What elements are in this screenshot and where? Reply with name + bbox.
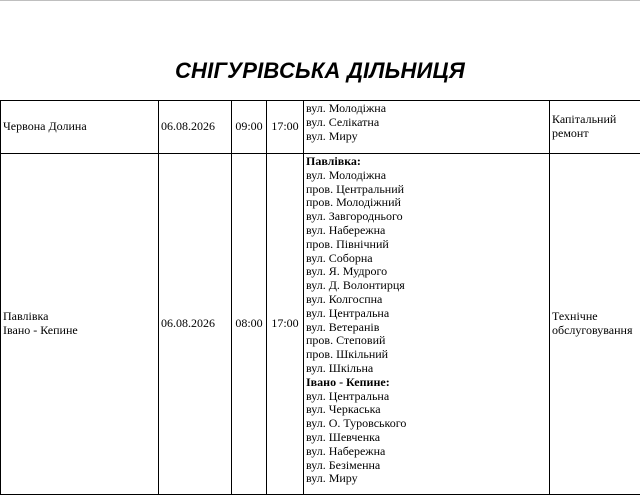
street-item: пров. Молодіжний [306,195,401,210]
table-row [1,154,640,495]
streets-cell [304,154,550,495]
street-item: вул. Молодіжна [306,101,387,115]
date-cell: 06.08.2026 [159,154,232,495]
end-time-cell: 17:00 [267,154,304,495]
street-item: вул. Колгоспна [306,291,383,306]
street-item: вул. Я. Мудрого [306,264,388,279]
streets-cell [304,101,550,154]
street-item: вул. Селікатна [306,114,380,129]
location-cell [1,154,159,495]
street-item: вул. Миру [306,128,358,143]
street-item: вул. Набережна [306,222,386,237]
settlement-heading: Івано - Кепине: [306,374,390,389]
street-item: вул. Безіменна [306,457,381,472]
end-time-cell: 17:00 [267,101,304,154]
table-row [1,101,640,154]
start-time-cell: 09:00 [232,101,267,154]
street-item: пров. Північний [306,236,389,251]
date-cell: 06.08.2026 [159,101,232,154]
page-title: СНІГУРІВСЬКА ДІЛЬНИЦЯ [174,58,466,83]
street-item: вул. Шевченка [306,429,381,444]
street-item: вул. Миру [306,471,358,486]
work-type-cell: Капітальний ремонт [550,101,640,154]
street-item: вул. Соборна [306,250,373,265]
street-item: вул. Набережна [306,443,386,458]
street-item: вул. О. Туровського [306,416,407,431]
schedule-body [1,101,640,495]
street-item: вул. Центральна [306,305,390,320]
street-item: вул. Черкаська [306,402,381,417]
street-item: вул. Молодіжна [306,167,387,182]
street-item: пров. Центральний [306,181,405,196]
location-name: Івано - Кепине [3,323,78,337]
street-item: пров. Шкільний [306,347,389,362]
street-item: вул. Ветеранів [306,319,380,334]
top-divider [0,0,640,1]
location-cell [1,101,159,154]
street-item: вул. Завгороднього [306,209,403,224]
street-item: пров. Степовий [306,333,386,348]
street-item: вул. Шкільна [306,360,374,375]
start-time-cell: 08:00 [232,154,267,495]
outage-schedule-table [0,100,640,495]
work-type-cell: Технічне обслуговування [550,154,640,495]
street-item: вул. Д. Волонтирця [306,278,405,293]
location-name: Червона Долина [3,119,87,134]
street-item: вул. Центральна [306,388,390,403]
location-name: Павлівка [3,309,49,324]
settlement-heading: Павлівка: [306,154,361,168]
